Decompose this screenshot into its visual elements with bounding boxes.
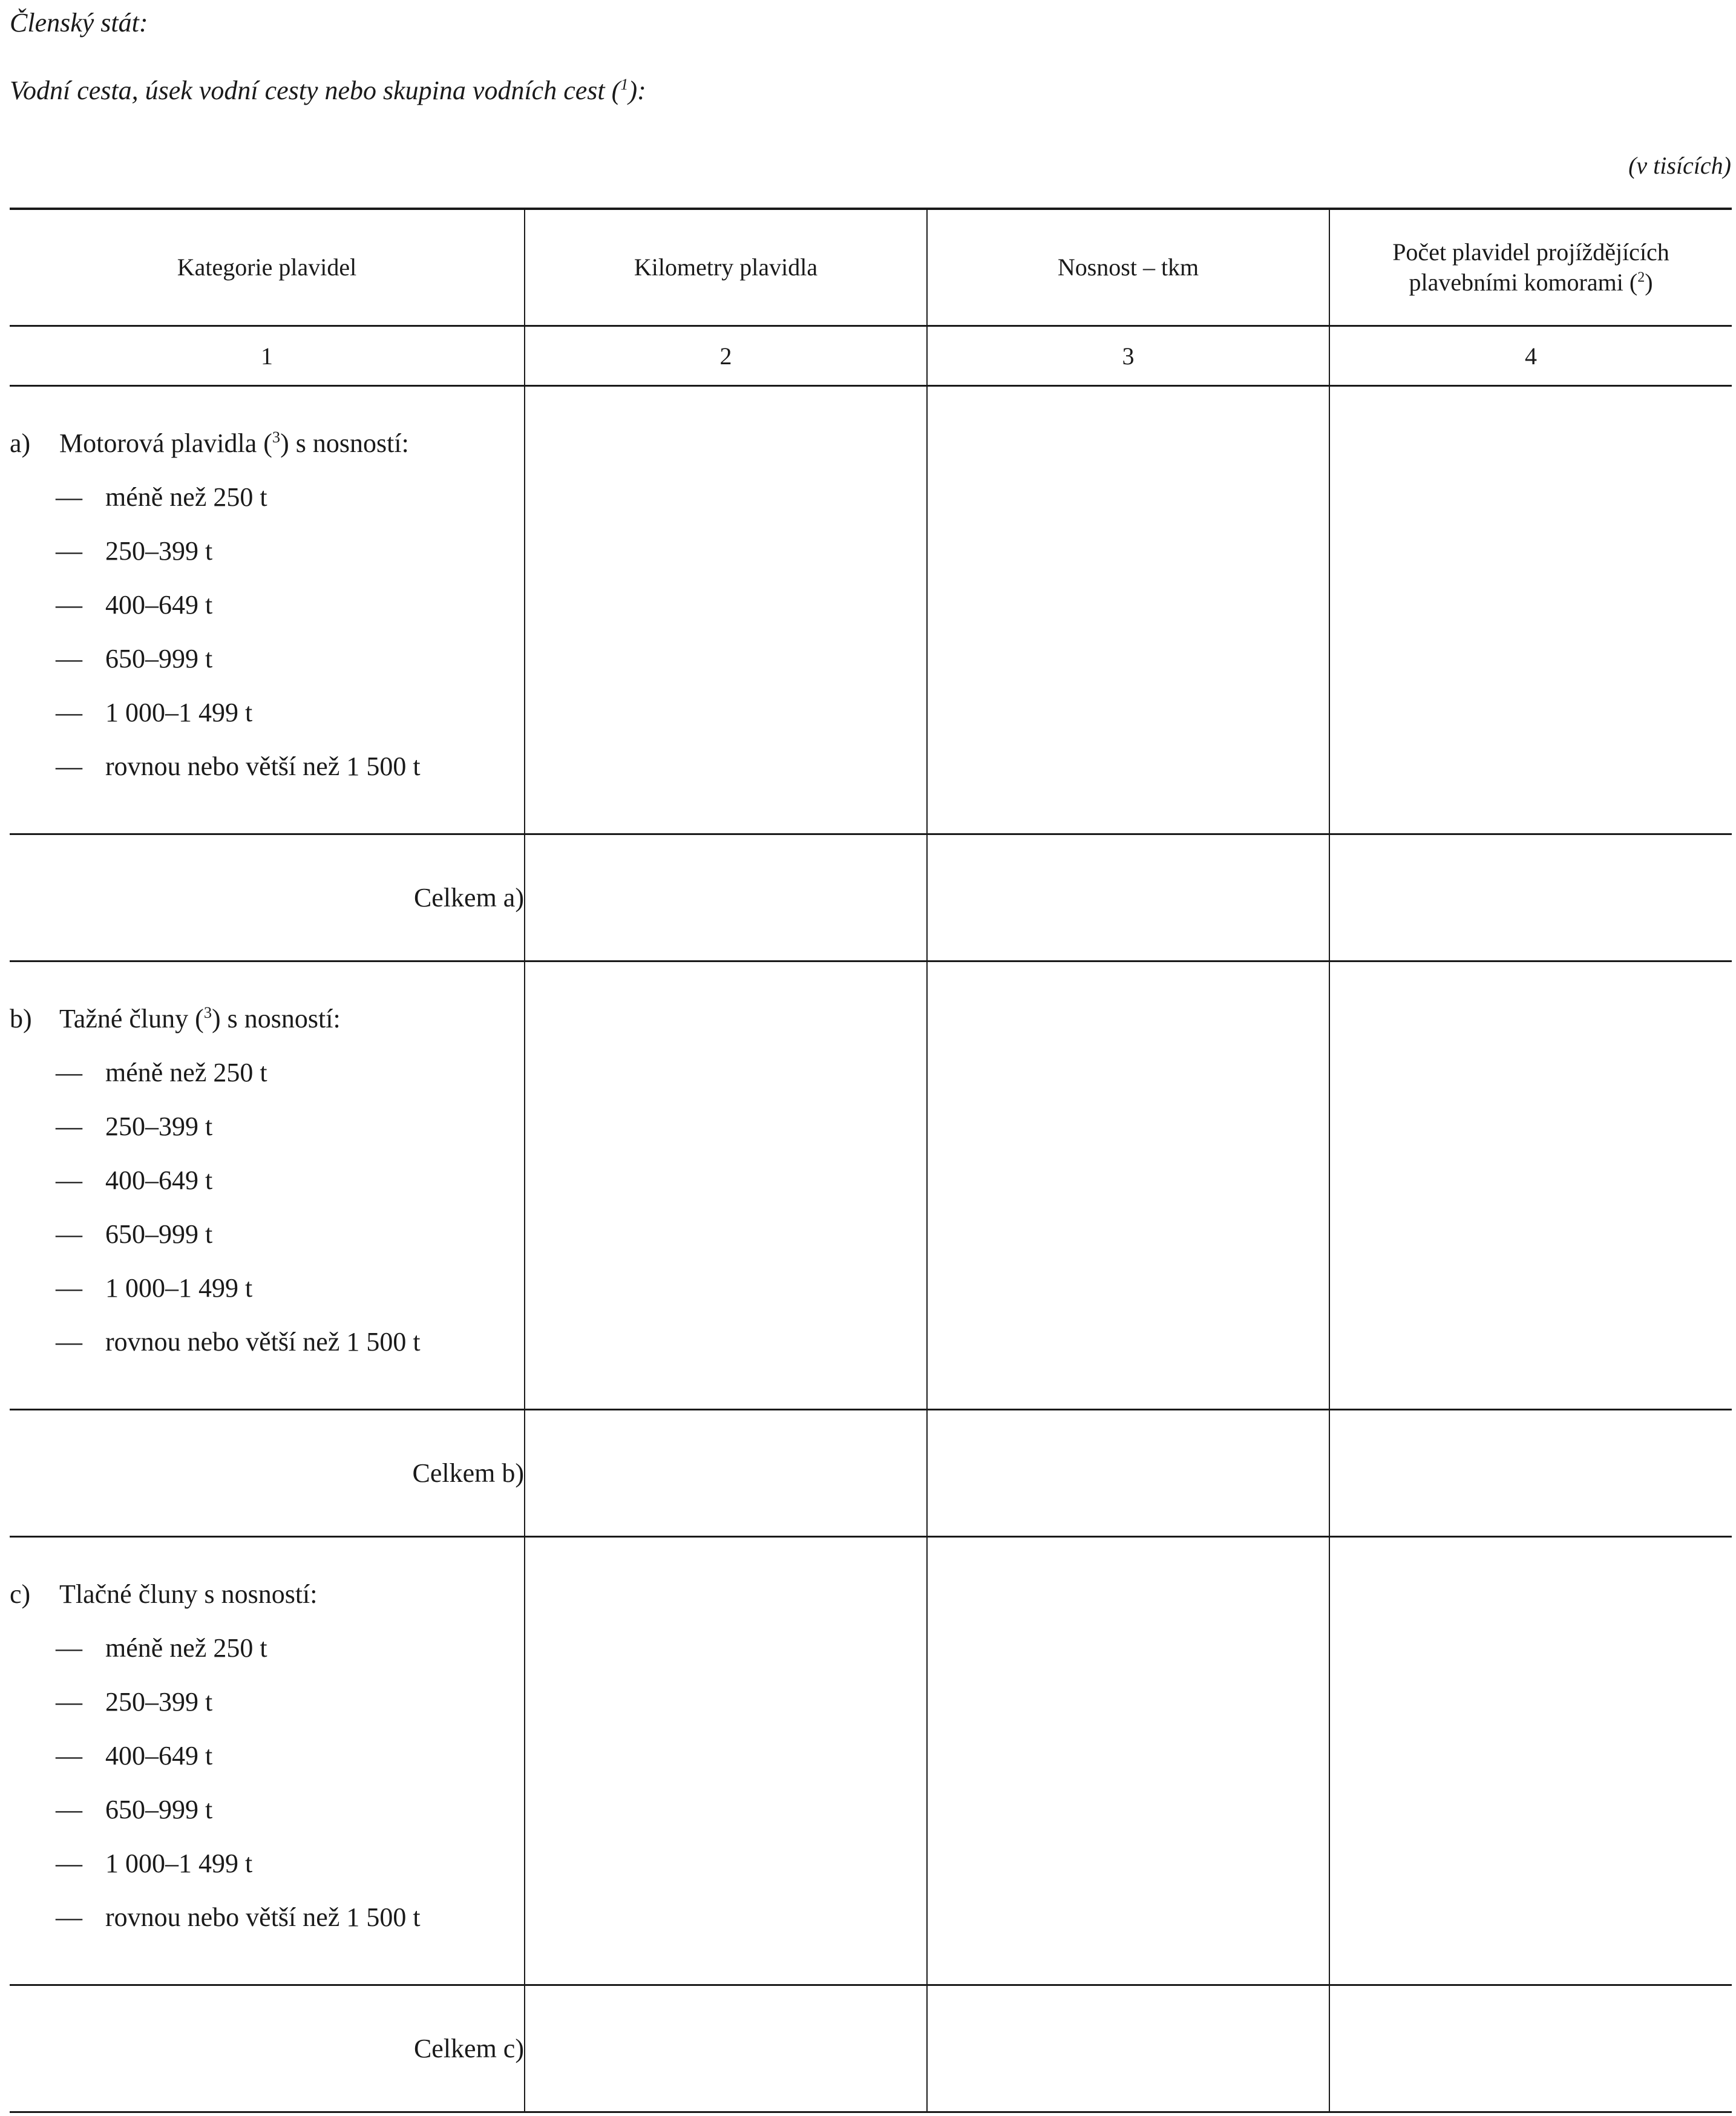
section-c-title: c) Tlačné čluny s nosností: [10, 1579, 318, 1609]
section-c-category [10, 1537, 525, 1985]
section-c-items [10, 1633, 524, 1933]
list-item: — méně než 250 t [56, 1633, 267, 1663]
list-item: — 650–999 t [56, 644, 213, 673]
entry-cell[interactable] [525, 1985, 927, 2112]
list-item: — 650–999 t [56, 1795, 213, 1824]
total-a-label: Celkem a) [10, 834, 525, 961]
footnote-ref-1: 1 [620, 75, 629, 94]
total-a-row [10, 834, 1732, 961]
entry-cell[interactable] [1329, 1410, 1732, 1537]
list-item: — 250–399 t [56, 1112, 213, 1141]
entry-cell[interactable] [525, 1537, 927, 1985]
entry-cell[interactable] [927, 1410, 1329, 1537]
list-item: — méně než 250 t [56, 482, 267, 512]
column-number-row [10, 326, 1732, 386]
section-a-title: a) Motorová plavidla ($^3$) s nosností: [10, 428, 409, 458]
entry-cell[interactable] [525, 834, 927, 961]
list-item: — rovnou nebo větší než 1 500 t [56, 1902, 421, 1932]
list-item: — 1 000–1 499 t [56, 1849, 253, 1878]
col-number-3: 3 [927, 326, 1329, 386]
section-b-items [10, 1057, 524, 1358]
entry-cell[interactable] [1329, 386, 1732, 834]
list-item: — rovnou nebo větší než 1 500 t [56, 752, 421, 781]
list-item: — 400–649 t [56, 1165, 213, 1195]
entry-cell[interactable] [927, 961, 1329, 1410]
section-b-title: b) Tažné čluny ($^3$) s nosností: [10, 1003, 341, 1033]
list-item: — 1 000–1 499 t [56, 698, 253, 727]
entry-cell[interactable] [525, 386, 927, 834]
col-header-locks: Počet plavidel projíždějících plavebními komorami ($^2$) [1329, 209, 1732, 326]
col-number-4: 4 [1329, 326, 1732, 386]
col-header-kilometres: Kilometry plavidla [525, 209, 927, 326]
total-c-row [10, 1985, 1732, 2112]
list-item: — rovnou nebo větší než 1 500 t [56, 1327, 421, 1357]
entry-cell[interactable] [1329, 1537, 1732, 1985]
total-b-label: Celkem b) [10, 1410, 525, 1537]
section-a-items [10, 482, 524, 782]
entry-cell[interactable] [927, 834, 1329, 961]
footnote-ref-2: 2 [1637, 269, 1645, 286]
col-number-2: 2 [525, 326, 927, 386]
section-b-category [10, 961, 525, 1410]
section-a-row [10, 386, 1732, 834]
section-b-row [10, 961, 1732, 1410]
col-number-1: 1 [10, 326, 525, 386]
entry-cell[interactable] [525, 961, 927, 1410]
list-item: — 1 000–1 499 t [56, 1273, 253, 1303]
section-c-row [10, 1537, 1732, 1985]
header-row [10, 209, 1732, 326]
entry-cell[interactable] [927, 1537, 1329, 1985]
list-item: — 400–649 t [56, 590, 213, 620]
total-b-row [10, 1410, 1732, 1537]
list-item: — 250–399 t [56, 536, 213, 566]
entry-cell[interactable] [927, 386, 1329, 834]
waterway-label: Vodní cesta, úsek vodní cesty nebo skupina vodních cest ($^1$): [10, 75, 646, 105]
section-a-category [10, 386, 525, 834]
entry-cell[interactable] [1329, 1985, 1732, 2112]
units-note: (v tisících) [1628, 152, 1731, 179]
entry-cell[interactable] [927, 1985, 1329, 2112]
entry-cell[interactable] [1329, 961, 1732, 1410]
list-item: — méně než 250 t [56, 1058, 267, 1087]
col-header-tonne-km: Nosnost – tkm [927, 209, 1329, 326]
list-item: — 650–999 t [56, 1219, 213, 1249]
col-header-category: Kategorie plavidel [10, 209, 525, 326]
member-state-label: Členský stát: [10, 8, 148, 38]
entry-cell[interactable] [525, 1410, 927, 1537]
list-item: — 250–399 t [56, 1687, 213, 1717]
entry-cell[interactable] [1329, 834, 1732, 961]
statistics-table [10, 208, 1732, 2113]
list-item: — 400–649 t [56, 1741, 213, 1770]
total-c-label: Celkem c) [10, 1985, 525, 2112]
